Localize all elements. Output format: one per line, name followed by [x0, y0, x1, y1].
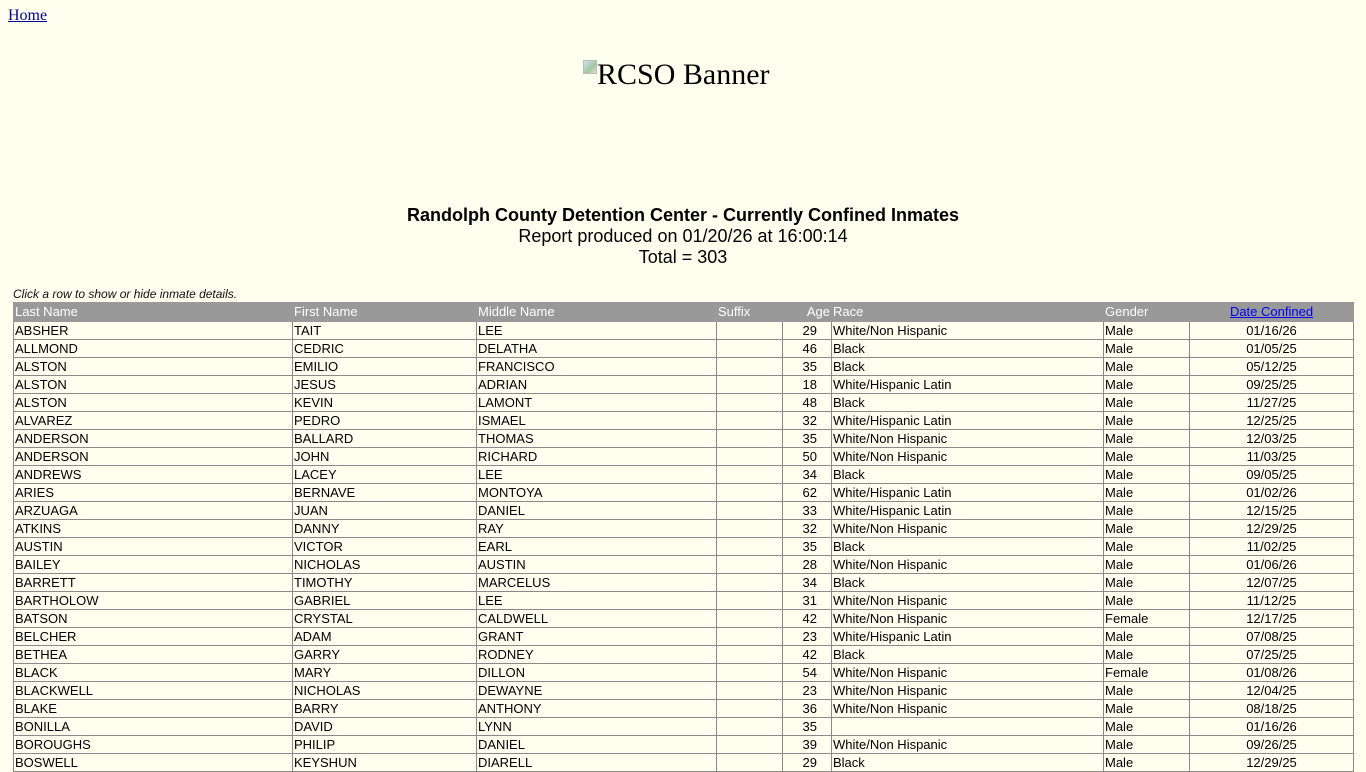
cell-date-confined: 09/25/25 [1190, 376, 1354, 394]
cell-race: White/Hispanic Latin [832, 412, 1104, 430]
cell-middle-name: LAMONT [477, 394, 717, 412]
cell-last-name: ARZUAGA [14, 502, 293, 520]
cell-first-name: PHILIP [293, 736, 477, 754]
cell-middle-name: DEWAYNE [477, 682, 717, 700]
cell-suffix [717, 574, 783, 592]
cell-date-confined: 12/15/25 [1190, 502, 1354, 520]
cell-race: White/Non Hispanic [832, 520, 1104, 538]
cell-date-confined: 09/05/25 [1190, 466, 1354, 484]
cell-last-name: ARIES [14, 484, 293, 502]
cell-race: White/Non Hispanic [832, 448, 1104, 466]
table-row[interactable] [14, 592, 1354, 610]
cell-middle-name: DANIEL [477, 502, 717, 520]
cell-last-name: BOROUGHS [14, 736, 293, 754]
cell-gender: Male [1104, 376, 1190, 394]
cell-date-confined: 07/08/25 [1190, 628, 1354, 646]
cell-suffix [717, 592, 783, 610]
cell-last-name: ATKINS [14, 520, 293, 538]
cell-middle-name: RAY [477, 520, 717, 538]
cell-date-confined: 08/18/25 [1190, 700, 1354, 718]
cell-middle-name: LYNN [477, 718, 717, 736]
cell-gender: Male [1104, 448, 1190, 466]
cell-first-name: GARRY [293, 646, 477, 664]
cell-race: Black [832, 394, 1104, 412]
cell-age: 35 [783, 430, 832, 448]
cell-first-name: TIMOTHY [293, 574, 477, 592]
table-row[interactable] [14, 754, 1354, 772]
cell-first-name: DANNY [293, 520, 477, 538]
cell-race: White/Non Hispanic [832, 736, 1104, 754]
cell-suffix [717, 520, 783, 538]
cell-race: Black [832, 646, 1104, 664]
cell-last-name: BELCHER [14, 628, 293, 646]
report-produced-timestamp: Report produced on 01/20/26 at 16:00:14 [518, 226, 848, 246]
cell-gender: Male [1104, 718, 1190, 736]
column-header-age: Age [783, 303, 832, 322]
cell-race: White/Hispanic Latin [832, 502, 1104, 520]
cell-first-name: MARY [293, 664, 477, 682]
cell-first-name: JOHN [293, 448, 477, 466]
cell-age: 31 [783, 592, 832, 610]
cell-date-confined: 09/26/25 [1190, 736, 1354, 754]
cell-gender: Male [1104, 520, 1190, 538]
cell-date-confined: 11/12/25 [1190, 592, 1354, 610]
table-row[interactable] [14, 394, 1354, 412]
cell-suffix [717, 736, 783, 754]
page-title: Randolph County Detention Center - Currently Confined Inmates [406, 205, 959, 225]
cell-gender: Male [1104, 682, 1190, 700]
table-row[interactable] [14, 700, 1354, 718]
cell-suffix [717, 754, 783, 772]
cell-race: Black [832, 358, 1104, 376]
cell-middle-name: DIARELL [477, 754, 717, 772]
table-row[interactable] [14, 736, 1354, 754]
cell-middle-name: LEE [477, 322, 717, 340]
cell-first-name: KEVIN [293, 394, 477, 412]
table-row[interactable] [14, 520, 1354, 538]
cell-age: 36 [783, 700, 832, 718]
cell-suffix [717, 430, 783, 448]
cell-date-confined: 12/17/25 [1190, 610, 1354, 628]
cell-date-confined: 11/27/25 [1190, 394, 1354, 412]
cell-gender: Male [1104, 736, 1190, 754]
cell-suffix [717, 502, 783, 520]
cell-suffix [717, 610, 783, 628]
cell-last-name: BLAKE [14, 700, 293, 718]
cell-middle-name: ADRIAN [477, 376, 717, 394]
cell-race: Black [832, 340, 1104, 358]
cell-last-name: BLACK [14, 664, 293, 682]
cell-age: 54 [783, 664, 832, 682]
table-row[interactable] [14, 322, 1354, 340]
sort-by-date-confined-link[interactable]: Date Confined [1229, 304, 1314, 319]
cell-age: 46 [783, 340, 832, 358]
cell-age: 42 [783, 646, 832, 664]
cell-middle-name: MONTOYA [477, 484, 717, 502]
cell-date-confined: 12/29/25 [1190, 520, 1354, 538]
column-header-middle-name: Middle Name [477, 303, 717, 322]
table-row[interactable] [14, 646, 1354, 664]
column-header-race: Race [832, 303, 1104, 322]
cell-age: 23 [783, 628, 832, 646]
cell-first-name: JESUS [293, 376, 477, 394]
cell-date-confined: 01/16/26 [1190, 718, 1354, 736]
cell-suffix [717, 718, 783, 736]
table-row[interactable] [14, 556, 1354, 574]
table-row[interactable] [14, 430, 1354, 448]
cell-suffix [717, 556, 783, 574]
cell-suffix [717, 358, 783, 376]
table-row[interactable] [14, 682, 1354, 700]
cell-middle-name: LEE [477, 466, 717, 484]
cell-age: 18 [783, 376, 832, 394]
home-link[interactable]: Home [8, 7, 48, 24]
cell-date-confined: 01/05/25 [1190, 340, 1354, 358]
cell-date-confined: 01/16/26 [1190, 322, 1354, 340]
cell-race: White/Non Hispanic [832, 556, 1104, 574]
cell-age: 34 [783, 466, 832, 484]
cell-gender: Male [1104, 502, 1190, 520]
cell-first-name: ADAM [293, 628, 477, 646]
cell-race: White/Non Hispanic [832, 664, 1104, 682]
cell-date-confined: 12/03/25 [1190, 430, 1354, 448]
table-row[interactable] [14, 484, 1354, 502]
cell-suffix [717, 340, 783, 358]
cell-gender: Male [1104, 484, 1190, 502]
cell-first-name: BALLARD [293, 430, 477, 448]
cell-race: White/Hispanic Latin [832, 376, 1104, 394]
cell-middle-name: CALDWELL [477, 610, 717, 628]
cell-first-name: GABRIEL [293, 592, 477, 610]
cell-middle-name: RODNEY [477, 646, 717, 664]
cell-first-name: KEYSHUN [293, 754, 477, 772]
cell-middle-name: DANIEL [477, 736, 717, 754]
cell-last-name: ALSTON [14, 376, 293, 394]
cell-middle-name: GRANT [477, 628, 717, 646]
column-header-last-name: Last Name [14, 303, 293, 322]
cell-gender: Male [1104, 754, 1190, 772]
cell-suffix [717, 394, 783, 412]
table-row[interactable] [14, 376, 1354, 394]
table-row[interactable] [14, 610, 1354, 628]
cell-age: 35 [783, 358, 832, 376]
cell-middle-name: THOMAS [477, 430, 717, 448]
cell-first-name: LACEY [293, 466, 477, 484]
cell-last-name: ALLMOND [14, 340, 293, 358]
cell-last-name: ANDERSON [14, 430, 293, 448]
cell-age: 32 [783, 412, 832, 430]
cell-race: White/Non Hispanic [832, 592, 1104, 610]
cell-date-confined: 12/07/25 [1190, 574, 1354, 592]
cell-first-name: NICHOLAS [293, 556, 477, 574]
cell-race: Black [832, 466, 1104, 484]
cell-age: 42 [783, 610, 832, 628]
cell-date-confined: 01/08/26 [1190, 664, 1354, 682]
cell-first-name: EMILIO [293, 358, 477, 376]
cell-age: 35 [783, 538, 832, 556]
cell-first-name: CRYSTAL [293, 610, 477, 628]
cell-date-confined: 05/12/25 [1190, 358, 1354, 376]
table-row[interactable] [14, 340, 1354, 358]
cell-race: White/Non Hispanic [832, 682, 1104, 700]
cell-race: White/Non Hispanic [832, 430, 1104, 448]
cell-last-name: AUSTIN [14, 538, 293, 556]
cell-last-name: BETHEA [14, 646, 293, 664]
cell-first-name: BARRY [293, 700, 477, 718]
cell-gender: Male [1104, 646, 1190, 664]
cell-age: 48 [783, 394, 832, 412]
cell-date-confined: 12/29/25 [1190, 754, 1354, 772]
cell-middle-name: ISMAEL [477, 412, 717, 430]
table-row[interactable] [14, 466, 1354, 484]
cell-date-confined: 11/02/25 [1190, 538, 1354, 556]
table-row[interactable] [14, 628, 1354, 646]
cell-first-name: CEDRIC [293, 340, 477, 358]
cell-race: Black [832, 754, 1104, 772]
column-header-date-confined [1190, 303, 1354, 322]
cell-age: 39 [783, 736, 832, 754]
cell-gender: Male [1104, 700, 1190, 718]
cell-suffix [717, 538, 783, 556]
cell-age: 32 [783, 520, 832, 538]
cell-middle-name: EARL [477, 538, 717, 556]
cell-first-name: VICTOR [293, 538, 477, 556]
table-row[interactable] [14, 448, 1354, 466]
cell-date-confined: 12/04/25 [1190, 682, 1354, 700]
cell-middle-name: DILLON [477, 664, 717, 682]
cell-last-name: ANDERSON [14, 448, 293, 466]
cell-race [832, 718, 1104, 736]
cell-race: White/Non Hispanic [832, 322, 1104, 340]
cell-middle-name: RICHARD [477, 448, 717, 466]
cell-race: White/Non Hispanic [832, 610, 1104, 628]
column-header-first-name: First Name [293, 303, 477, 322]
cell-suffix [717, 322, 783, 340]
cell-age: 62 [783, 484, 832, 502]
cell-age: 29 [783, 322, 832, 340]
cell-gender: Male [1104, 538, 1190, 556]
table-header-row [14, 303, 1354, 322]
report-total-count: Total = 303 [638, 247, 728, 267]
cell-middle-name: DELATHA [477, 340, 717, 358]
cell-race: Black [832, 574, 1104, 592]
cell-suffix [717, 646, 783, 664]
cell-gender: Male [1104, 358, 1190, 376]
cell-middle-name: FRANCISCO [477, 358, 717, 376]
column-header-gender: Gender [1104, 303, 1190, 322]
cell-age: 29 [783, 754, 832, 772]
cell-suffix [717, 376, 783, 394]
cell-last-name: ALSTON [14, 394, 293, 412]
cell-middle-name: ANTHONY [477, 700, 717, 718]
cell-suffix [717, 466, 783, 484]
cell-suffix [717, 700, 783, 718]
row-click-hint: Click a row to show or hide inmate details. [13, 287, 238, 301]
cell-last-name: BAILEY [14, 556, 293, 574]
column-header-suffix: Suffix [717, 303, 783, 322]
cell-gender: Male [1104, 394, 1190, 412]
cell-age: 34 [783, 574, 832, 592]
cell-middle-name: AUSTIN [477, 556, 717, 574]
cell-last-name: BATSON [14, 610, 293, 628]
cell-age: 50 [783, 448, 832, 466]
table-row[interactable] [14, 574, 1354, 592]
report-header [0, 205, 1366, 268]
cell-race: Black [832, 538, 1104, 556]
cell-last-name: BONILLA [14, 718, 293, 736]
cell-last-name: ALSTON [14, 358, 293, 376]
cell-gender: Male [1104, 412, 1190, 430]
cell-first-name: TAIT [293, 322, 477, 340]
cell-suffix [717, 412, 783, 430]
cell-age: 28 [783, 556, 832, 574]
cell-first-name: JUAN [293, 502, 477, 520]
cell-suffix [717, 448, 783, 466]
cell-race: White/Hispanic Latin [832, 628, 1104, 646]
table-row[interactable] [14, 718, 1354, 736]
table-row[interactable] [14, 664, 1354, 682]
cell-date-confined: 01/02/26 [1190, 484, 1354, 502]
table-row[interactable] [14, 502, 1354, 520]
cell-last-name: BARTHOLOW [14, 592, 293, 610]
cell-gender: Male [1104, 592, 1190, 610]
cell-suffix [717, 664, 783, 682]
cell-gender: Male [1104, 340, 1190, 358]
cell-date-confined: 07/25/25 [1190, 646, 1354, 664]
cell-gender: Male [1104, 430, 1190, 448]
inmates-table [13, 302, 1354, 772]
cell-gender: Female [1104, 610, 1190, 628]
cell-date-confined: 11/03/25 [1190, 448, 1354, 466]
table-row[interactable] [14, 412, 1354, 430]
cell-first-name: PEDRO [293, 412, 477, 430]
cell-gender: Male [1104, 322, 1190, 340]
cell-suffix [717, 682, 783, 700]
cell-last-name: ALVAREZ [14, 412, 293, 430]
cell-suffix [717, 628, 783, 646]
broken-image-icon [583, 60, 597, 74]
cell-first-name: DAVID [293, 718, 477, 736]
cell-last-name: ANDREWS [14, 466, 293, 484]
cell-gender: Male [1104, 628, 1190, 646]
cell-last-name: BLACKWELL [14, 682, 293, 700]
rcso-banner-image [583, 58, 770, 92]
cell-gender: Male [1104, 466, 1190, 484]
cell-middle-name: MARCELUS [477, 574, 717, 592]
cell-first-name: NICHOLAS [293, 682, 477, 700]
cell-gender: Male [1104, 574, 1190, 592]
cell-gender: Male [1104, 556, 1190, 574]
cell-last-name: ABSHER [14, 322, 293, 340]
cell-age: 33 [783, 502, 832, 520]
cell-date-confined: 01/06/26 [1190, 556, 1354, 574]
cell-age: 35 [783, 718, 832, 736]
table-row[interactable] [14, 358, 1354, 376]
cell-last-name: BARRETT [14, 574, 293, 592]
cell-race: White/Non Hispanic [832, 700, 1104, 718]
cell-middle-name: LEE [477, 592, 717, 610]
banner-alt-text: RCSO Banner [597, 58, 770, 91]
cell-date-confined: 12/25/25 [1190, 412, 1354, 430]
table-row[interactable] [14, 538, 1354, 556]
cell-age: 23 [783, 682, 832, 700]
cell-suffix [717, 484, 783, 502]
cell-race: White/Hispanic Latin [832, 484, 1104, 502]
cell-first-name: BERNAVE [293, 484, 477, 502]
cell-last-name: BOSWELL [14, 754, 293, 772]
cell-gender: Female [1104, 664, 1190, 682]
